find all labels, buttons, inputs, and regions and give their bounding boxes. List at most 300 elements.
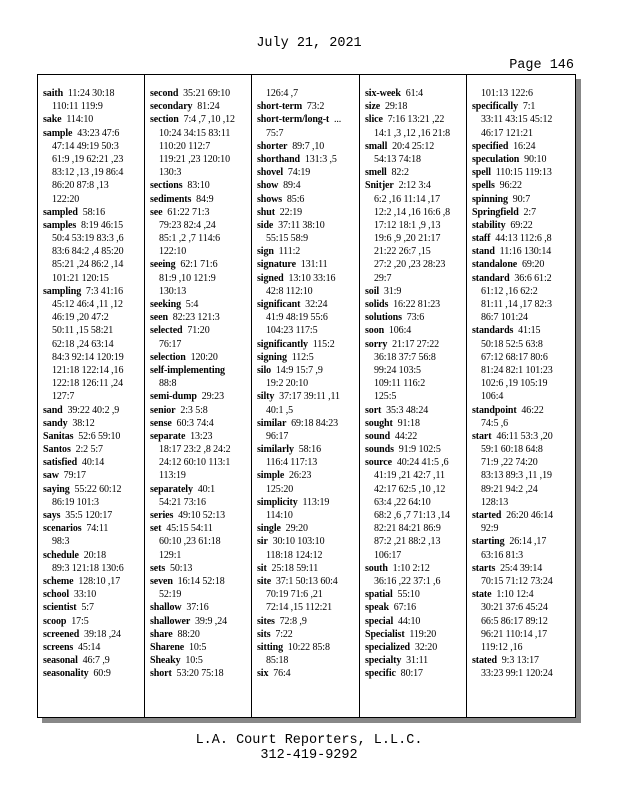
- index-word: sites: [257, 615, 275, 627]
- index-references: 119:12 ,16: [481, 641, 523, 653]
- index-word: solids: [365, 299, 389, 310]
- index-word: standpoint: [472, 404, 517, 416]
- index-references: 41:9 48:19 55:6: [266, 312, 328, 324]
- index-references: 99:24 103:5: [374, 364, 421, 376]
- index-references: 106:17: [374, 549, 402, 561]
- index-entry-continuation: [150, 272, 254, 285]
- index-entry: [43, 285, 147, 298]
- index-references: 58:16: [82, 206, 105, 218]
- index-word: short-term/long-t: [257, 114, 330, 126]
- index-word: specified: [472, 140, 509, 152]
- index-entry: [150, 390, 254, 403]
- index-entry: [365, 562, 469, 575]
- index-references: 47:14 49:19 50:3: [52, 140, 119, 152]
- index-entry: [472, 404, 576, 417]
- index-entry: [43, 615, 147, 628]
- index-entry-continuation: [43, 364, 147, 377]
- index-references: 42:8 112:10: [266, 285, 313, 297]
- index-references: 21:17 27:22: [392, 338, 440, 350]
- index-entry: [365, 179, 469, 192]
- index-entry-continuation: [365, 575, 469, 588]
- index-word: sounds: [365, 444, 394, 456]
- index-entry: [365, 166, 469, 179]
- index-references: 20:4 25:12: [392, 140, 435, 152]
- index-references: 40:14: [81, 457, 105, 469]
- index-references: 39:9 ,24: [195, 615, 228, 627]
- index-word: small: [365, 140, 388, 152]
- index-entry: [150, 311, 254, 324]
- index-entry-continuation: [472, 667, 576, 680]
- index-references: 45:12 46:4 ,11 ,12: [52, 299, 123, 310]
- index-entry-continuation: [472, 127, 576, 140]
- index-word: Specialist: [365, 628, 405, 640]
- index-entry: [257, 166, 361, 179]
- index-entry: [150, 628, 254, 641]
- index-entry-continuation: [365, 258, 469, 271]
- index-references: 44:10: [398, 615, 421, 627]
- index-word: sitting: [257, 641, 283, 653]
- index-entry: [472, 535, 576, 548]
- index-references: 75:7: [266, 127, 284, 139]
- index-entry-continuation: [43, 179, 147, 192]
- index-entry: [365, 324, 469, 337]
- index-column-3: [257, 87, 361, 707]
- index-references: 69:18 84:23: [291, 417, 339, 429]
- index-entry-continuation: [150, 285, 254, 298]
- index-word: state: [472, 589, 492, 601]
- index-entry-continuation: [43, 496, 147, 509]
- index-entry: [43, 509, 147, 522]
- index-entry: [257, 667, 361, 680]
- index-references: 50:18 52:5 63:8: [481, 338, 543, 350]
- index-entry-continuation: [365, 153, 469, 166]
- index-entry-continuation: [43, 232, 147, 245]
- index-entry: [365, 311, 469, 324]
- index-entry-continuation: [365, 522, 469, 535]
- index-entry-continuation: [257, 588, 361, 601]
- index-references: 70:15 71:12 73:24: [481, 575, 553, 587]
- index-references: 2:3 5:8: [180, 404, 208, 416]
- index-references: 40:1 ,5: [266, 404, 294, 416]
- index-entry: [472, 232, 576, 245]
- index-references: 16:14 52:18: [177, 575, 225, 587]
- index-entry: [365, 443, 469, 456]
- index-entry-continuation: [257, 127, 361, 140]
- index-word: see: [150, 206, 163, 218]
- index-entry-continuation: [257, 232, 361, 245]
- index-references: 29:20: [285, 523, 308, 535]
- index-column-5: [472, 87, 576, 707]
- index-word: Sanitas: [43, 430, 74, 442]
- index-references: 86:19 101:3: [52, 496, 99, 508]
- index-word: six: [257, 668, 269, 680]
- index-entry: [365, 641, 469, 654]
- index-references: 68:2 ,6 ,7 71:13 ,14: [374, 510, 451, 521]
- index-word: silty: [257, 391, 275, 403]
- index-references: 35:3 48:24: [386, 404, 429, 416]
- index-word: second: [150, 88, 179, 99]
- index-entry: [150, 351, 254, 364]
- index-word: secondary: [150, 101, 193, 113]
- index-word: specific: [365, 668, 396, 680]
- index-entry: [257, 113, 361, 126]
- index-references: 111:2: [278, 246, 301, 258]
- index-entry: [257, 535, 361, 548]
- index-entry-continuation: [43, 338, 147, 351]
- index-references: 61:4: [405, 88, 424, 99]
- index-entry: [365, 417, 469, 430]
- index-references: 80:17: [400, 668, 423, 680]
- index-references: 81:11 ,14 ,17 82:3: [481, 299, 552, 310]
- index-word: scenarios: [43, 523, 82, 535]
- index-word: speak: [365, 602, 389, 614]
- index-references: 85:6: [286, 193, 305, 205]
- index-word: spatial: [365, 589, 393, 601]
- index-entry: [43, 113, 147, 126]
- index-word: sense: [150, 417, 172, 429]
- index-entry-continuation: [43, 258, 147, 271]
- index-references: 84:9: [196, 193, 214, 205]
- index-references: 81:9 ,10 121:9: [159, 272, 216, 284]
- index-column-2: [150, 87, 254, 707]
- index-references: 53:20 75:18: [176, 668, 224, 680]
- index-entry: [257, 245, 361, 258]
- index-entry: [257, 469, 361, 482]
- index-word: seeking: [150, 299, 181, 310]
- index-references: 69:22: [510, 219, 533, 231]
- index-word: screens: [43, 641, 74, 653]
- index-entry-continuation: [472, 456, 576, 469]
- index-references: 91:9 102:5: [398, 444, 441, 456]
- index-entry-continuation: [257, 404, 361, 417]
- index-word: senior: [150, 404, 176, 416]
- index-word: scientist: [43, 602, 77, 614]
- index-word: show: [257, 180, 279, 192]
- index-entry-continuation: [257, 601, 361, 614]
- index-references: 55:10: [397, 589, 420, 601]
- index-word: standard: [472, 272, 510, 284]
- index-word: sand: [43, 404, 63, 416]
- index-references: 10:24 34:15 83:11: [159, 127, 231, 139]
- index-entry-continuation: [472, 87, 576, 100]
- index-references: 127:7: [52, 391, 75, 403]
- index-references: 29:23: [201, 391, 224, 403]
- index-references: 41:19 ,21 42:7 ,11: [374, 470, 445, 482]
- index-entry: [150, 100, 254, 113]
- index-references: 74:5 ,6: [481, 417, 509, 429]
- index-entry-continuation: [472, 417, 576, 430]
- index-entry-continuation: [43, 153, 147, 166]
- index-references: 92:9: [481, 523, 499, 535]
- index-references: 22:19: [279, 206, 303, 218]
- index-entry-continuation: [150, 140, 254, 153]
- index-word: shovel: [257, 167, 284, 179]
- index-entry: [257, 615, 361, 628]
- index-entry: [43, 404, 147, 417]
- index-entry: [150, 562, 254, 575]
- index-word: starting: [472, 536, 505, 548]
- index-word: sections: [150, 180, 183, 192]
- index-entry: [257, 179, 361, 192]
- index-entry-continuation: [257, 324, 361, 337]
- index-references: 71:9 ,22 74:20: [481, 457, 538, 469]
- index-entry: [150, 430, 254, 443]
- index-word: sampling: [43, 285, 82, 297]
- index-entry-continuation: [43, 193, 147, 206]
- index-references: 21:22 26:7 ,15: [374, 246, 431, 258]
- index-word: spinning: [472, 193, 508, 205]
- index-references: 119:20: [409, 628, 437, 640]
- index-entry: [43, 549, 147, 562]
- index-references: 113:19: [302, 496, 330, 508]
- index-references: 73:6: [406, 312, 425, 324]
- index-entry: [365, 100, 469, 113]
- index-entry-continuation: [257, 654, 361, 667]
- index-references: 106:4: [481, 391, 504, 403]
- index-entry-continuation: [472, 549, 576, 562]
- index-word: stand: [472, 246, 495, 258]
- index-entry: [365, 140, 469, 153]
- index-references: 50:13: [169, 562, 193, 574]
- index-references: 89:4: [283, 180, 301, 192]
- index-word: solutions: [365, 312, 402, 324]
- index-references: 19:2 20:10: [266, 378, 309, 390]
- index-entry: [43, 443, 147, 456]
- index-references: 8:19 46:15: [81, 219, 124, 231]
- index-references: 33:23 99:1 120:24: [481, 668, 553, 680]
- index-references: 115:2: [312, 338, 335, 350]
- index-entry: [150, 298, 254, 311]
- index-references: 11:24 30:18: [67, 88, 115, 99]
- index-references: 71:20: [187, 325, 210, 337]
- index-references: 45:15 54:11: [166, 523, 213, 535]
- index-entry: [43, 417, 147, 430]
- index-references: 82:21 84:21 86:9: [374, 523, 441, 535]
- index-references: 85:21 ,24 86:2 ,14: [52, 259, 124, 271]
- index-entry-continuation: [472, 298, 576, 311]
- index-word: sir: [257, 536, 268, 548]
- index-entry-continuation: [43, 272, 147, 285]
- index-references: 70:19 71:6 ,21: [266, 589, 323, 601]
- index-references: 37:16: [186, 602, 209, 614]
- index-references: 110:11 119:9: [52, 101, 103, 113]
- index-word: sandy: [43, 417, 68, 429]
- index-entry-continuation: [43, 100, 147, 113]
- index-entry: [365, 113, 469, 126]
- index-entry-continuation: [150, 219, 254, 232]
- index-entry-continuation: [472, 522, 576, 535]
- index-entry: [472, 153, 576, 166]
- index-word: separately: [150, 483, 193, 495]
- index-references: 10:22 85:8: [287, 641, 330, 653]
- index-references: 7:22: [275, 628, 293, 640]
- index-entry: [472, 100, 576, 113]
- index-references: 37:17 39:11 ,11: [279, 391, 340, 403]
- index-entry: [472, 219, 576, 232]
- index-word: sit: [257, 562, 267, 574]
- index-word: samples: [43, 219, 77, 231]
- index-word: short: [150, 668, 172, 680]
- index-entry: [365, 285, 469, 298]
- index-word: set: [150, 523, 162, 535]
- index-entry: [472, 588, 576, 601]
- index-word: specialty: [365, 655, 402, 667]
- index-references: 10:5: [185, 655, 203, 667]
- index-entry-continuation: [365, 549, 469, 562]
- index-entry: [365, 615, 469, 628]
- index-word: slice: [365, 114, 383, 126]
- index-references: 102:6 ,19 105:19: [481, 378, 548, 390]
- index-references: 98:3: [52, 536, 70, 548]
- index-entry-continuation: [257, 377, 361, 390]
- index-references: 125:20: [266, 483, 294, 495]
- index-entry-continuation: [150, 469, 254, 482]
- index-references: 72:8 ,9: [279, 615, 307, 627]
- index-entry-continuation: [43, 351, 147, 364]
- index-references: 130:13: [159, 285, 187, 297]
- index-entry-continuation: [472, 483, 576, 496]
- index-references: 114:10: [266, 510, 293, 521]
- index-references: 63:16 81:3: [481, 549, 524, 561]
- index-references: 30:10 103:10: [272, 536, 325, 548]
- index-references: 69:20: [521, 259, 545, 271]
- index-entry: [472, 258, 576, 271]
- index-references: 26:20 46:14: [506, 510, 554, 521]
- index-references: 14:9 15:7 ,9: [275, 364, 323, 376]
- index-references: 20:18: [83, 549, 106, 561]
- index-entry: [257, 272, 361, 285]
- index-references: 128:10 ,17: [78, 575, 121, 587]
- index-entry-continuation: [472, 338, 576, 351]
- index-entry-continuation: [365, 127, 469, 140]
- index-references: 29:18: [384, 101, 408, 113]
- index-word: specifically: [472, 101, 519, 113]
- index-references: 39:18 ,24: [84, 628, 121, 640]
- index-entry: [257, 351, 361, 364]
- index-entry: [43, 575, 147, 588]
- index-word: selection: [150, 351, 186, 363]
- index-entry: [472, 206, 576, 219]
- index-entry: [257, 258, 361, 271]
- index-references: 40:24 41:5 ,6: [396, 457, 449, 469]
- index-references: 96:21 110:14 ,17: [481, 628, 548, 640]
- index-word: Springfield: [472, 206, 519, 218]
- index-entry-continuation: [150, 549, 254, 562]
- index-entry-continuation: [472, 285, 576, 298]
- index-references: 60:3 74:4: [176, 417, 214, 429]
- index-entry: [150, 522, 254, 535]
- index-word: shut: [257, 206, 275, 218]
- index-references: 83:6 84:2 ,4 85:20: [52, 246, 124, 258]
- index-word: Sheaky: [150, 655, 181, 667]
- index-references: 25:18 59:11: [271, 562, 319, 574]
- index-references: 76:17: [159, 338, 182, 350]
- index-references: 36:16 ,22 37:1 ,6: [374, 575, 441, 587]
- index-references: 50:4 53:19 83:3 ,6: [52, 233, 124, 245]
- index-references: 131:3 ,5: [304, 153, 337, 165]
- index-entry-continuation: [472, 113, 576, 126]
- index-references: 63:4 ,22 64:10: [374, 496, 431, 508]
- index-word: sits: [257, 628, 271, 640]
- index-references: 61:22 71:3: [167, 206, 210, 218]
- index-references: 49:10 52:13: [178, 510, 226, 521]
- index-entry-continuation: [472, 364, 576, 377]
- index-references: 36:6 61:2: [514, 272, 552, 284]
- index-frame: [37, 74, 576, 718]
- index-references: 27:2 ,20 ,23 28:23: [374, 259, 446, 271]
- index-entry: [257, 641, 361, 654]
- index-word: sediments: [150, 193, 192, 205]
- index-entry-continuation: [472, 615, 576, 628]
- index-word: similar: [257, 417, 287, 429]
- index-references: 83:12 ,13 ,19 86:4: [52, 167, 124, 179]
- index-references: 30:21 37:6 45:24: [481, 602, 548, 614]
- index-references: 25:4 39:14: [500, 562, 543, 574]
- index-entry-continuation: [365, 483, 469, 496]
- index-entry: [257, 100, 361, 113]
- index-word: similarly: [257, 444, 294, 456]
- index-references: 46:17 121:21: [481, 127, 533, 139]
- index-entry: [150, 324, 254, 337]
- index-word: self-implementing: [150, 364, 225, 376]
- index-references: 6:2 ,16 11:14 ,17: [374, 193, 440, 205]
- index-entry-continuation: [472, 311, 576, 324]
- index-word: stability: [472, 219, 506, 231]
- index-references: 35:21 69:10: [183, 88, 231, 99]
- index-word: share: [150, 628, 173, 640]
- index-references: 50:11 ,15 58:21: [52, 325, 114, 337]
- index-references: 125:5: [374, 391, 397, 403]
- index-entry: [150, 509, 254, 522]
- index-references: 83:13 89:3 ,11 ,19: [481, 470, 552, 482]
- index-references: 36:18 37:7 56:8: [374, 351, 436, 363]
- index-entry: [257, 575, 361, 588]
- index-word: school: [43, 589, 70, 601]
- index-references: 14:1 ,3 ,12 ,16 21:8: [374, 127, 451, 139]
- index-entry: [365, 430, 469, 443]
- index-word: single: [257, 523, 281, 535]
- index-entry: [150, 87, 254, 100]
- index-references: 110:20 112:7: [159, 140, 211, 152]
- index-entry-continuation: [150, 127, 254, 140]
- index-word: shallower: [150, 615, 191, 627]
- index-entry-continuation: [472, 628, 576, 641]
- index-entry: [472, 562, 576, 575]
- index-entry-continuation: [43, 562, 147, 575]
- index-entry: [365, 588, 469, 601]
- index-entry: [257, 562, 361, 575]
- index-entry: [150, 575, 254, 588]
- index-entry: [365, 298, 469, 311]
- index-word: seasonality: [43, 668, 89, 680]
- index-entry: [257, 338, 361, 351]
- index-word: shorter: [257, 140, 288, 152]
- index-references: 42:17 62:5 ,10 ,12: [374, 483, 446, 495]
- index-entry-continuation: [472, 377, 576, 390]
- index-entry: [472, 324, 576, 337]
- index-references: 54:13 74:18: [374, 153, 421, 165]
- index-entry-continuation: [365, 469, 469, 482]
- index-entry: [150, 404, 254, 417]
- index-entry-continuation: [472, 351, 576, 364]
- index-word: section: [150, 114, 179, 126]
- index-references: 10:5: [188, 641, 207, 653]
- index-word: saith: [43, 88, 64, 99]
- index-references: 62:18 ,24 63:14: [52, 338, 114, 350]
- index-word: Santos: [43, 444, 71, 456]
- index-references: 82:23 121:3: [172, 312, 220, 324]
- index-entry: [43, 456, 147, 469]
